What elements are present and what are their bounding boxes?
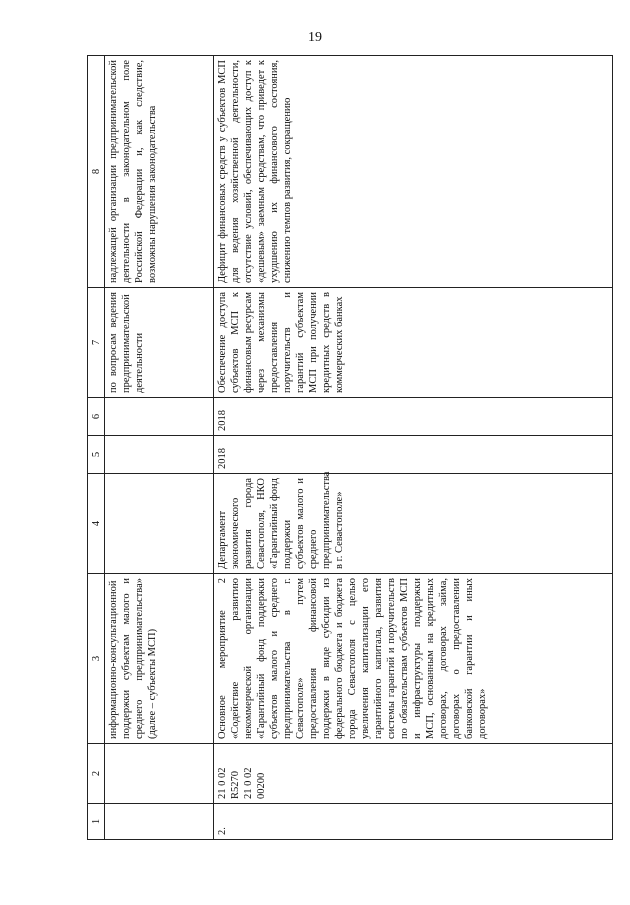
cell-executor (105, 474, 214, 574)
table-row (105, 56, 214, 840)
table-header-row (88, 56, 105, 840)
cell-expected-result: по вопросам ведения предпринимательской деятельности (105, 288, 214, 398)
cell-number: 2. (214, 804, 613, 840)
cell-end-year (105, 398, 214, 436)
column-header: 5 (88, 436, 105, 474)
cell-expected-result: Обеспечение доступа субъектов МСП к финансовым ресурсам через механизмы предоставления поручительств и гарантий субъектам МСП при получении кредитных средств в коммерческих банках (214, 288, 613, 398)
cell-number (105, 804, 214, 840)
cell-start-year: 2018 (214, 436, 613, 474)
column-header: 8 (88, 56, 105, 288)
column-header: 1 (88, 804, 105, 840)
cell-executor: Департамент экономического развития города Севастополя, НКО «Гарантийный фонд поддержки субъектов малого и среднего предпринимательства в г. Севастополе» (214, 474, 613, 574)
cell-code: 21 0 02 R5270 21 0 02 00200 (214, 744, 613, 804)
rotated-table-sheet (87, 56, 613, 840)
page-number: 19 (308, 30, 322, 45)
cell-consequences: Дефицит финансовых средств у субъектов МСП для ведения хозяйственной деятельности, отсутствие условий, обеспечивающих доступ к «дешевым» заемным средствам, что приведет к ухудшению их финансового состояния, снижению темпов развития, сокращению (214, 56, 613, 288)
cell-code (105, 744, 214, 804)
cell-measure: информационно-консультационной поддержки субъектам малого и среднего предпринимательства» (далее – субъекты МСП) (105, 574, 214, 744)
column-header: 7 (88, 288, 105, 398)
column-header: 6 (88, 398, 105, 436)
column-header: 3 (88, 574, 105, 744)
cell-measure: Основное мероприятие 2 «Содействие развитию некоммерческой организации «Гарантийный фонд поддержки субъектов малого и среднего предпринимательства в г. Севастополе» путем предоставления финансовой поддержки в виде субсидии из федерального бюджета и бюджета города Севастополя с целью увеличения капитализации его гарантийного капитала, развития системы гарантий и поручительств по обязательствам субъектов МСП и инфраструктуры поддержки МСП, основанным на кредитных договорах, договорах займа, договорах о предоставлении банковской гарантии и иных договорах» (214, 574, 613, 744)
cell-consequences: надлежащей организации предпринимательской деятельности в законодательном поле Российской Федерации и, как следствие, возможны нарушения законодательства (105, 56, 214, 288)
data-table (87, 55, 613, 840)
column-header: 4 (88, 474, 105, 574)
cell-end-year: 2018 (214, 398, 613, 436)
table-row (214, 56, 613, 840)
cell-start-year (105, 436, 214, 474)
column-header: 2 (88, 744, 105, 804)
